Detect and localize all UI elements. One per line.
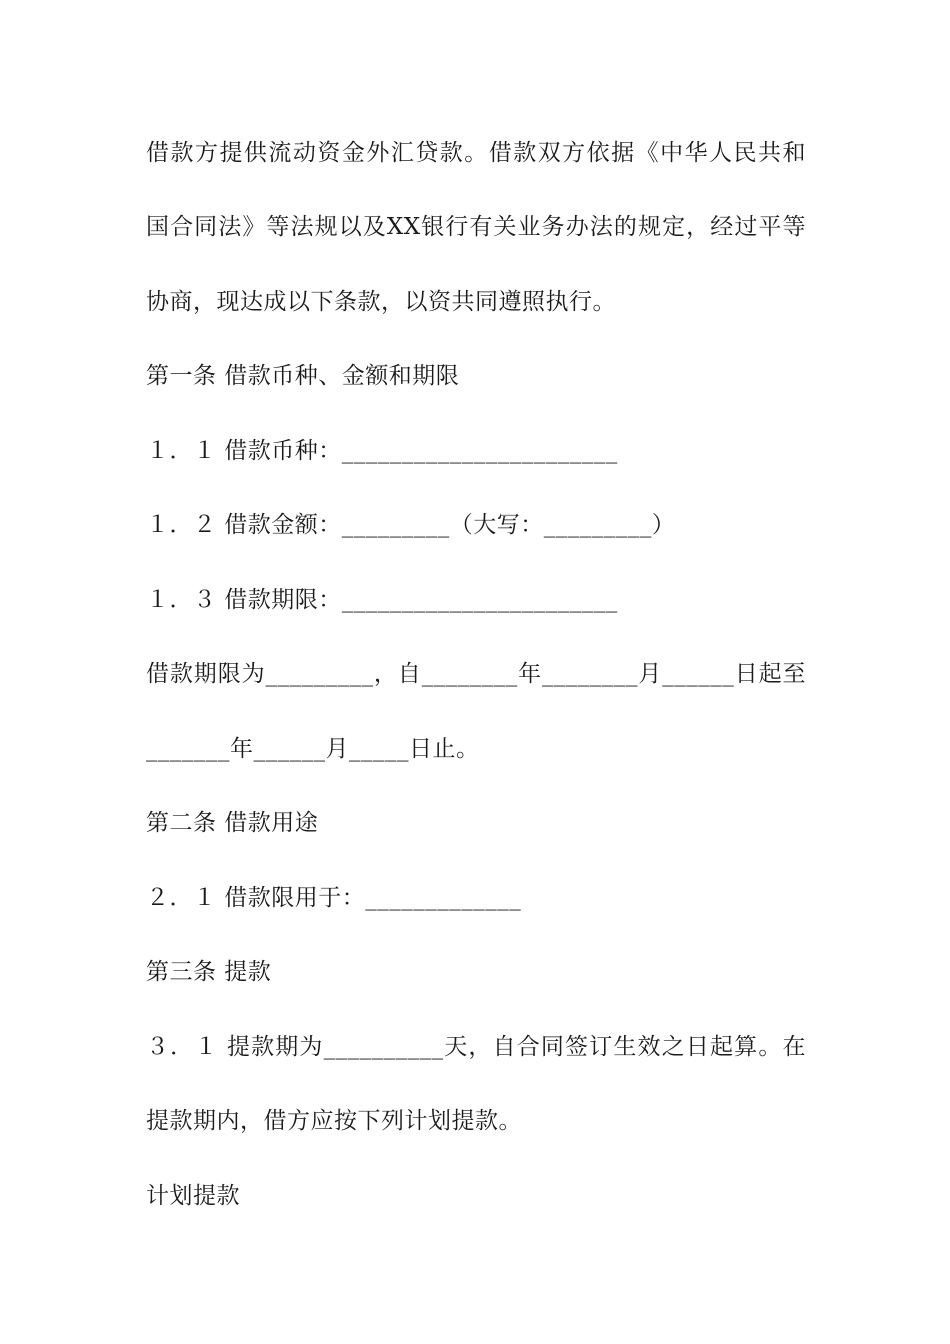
clause-3-1-line-2: 提款期内，借方应按下列计划提款。 xyxy=(146,1108,522,1134)
article-1-heading: 第一条 借款币种、金额和期限 xyxy=(146,363,460,389)
clause-1-3: １．３ 借款期限：_______________________ xyxy=(146,587,618,613)
paragraph-line-1: 借款方提供流动资金外汇贷款。借款双方依据《中华人民共和 xyxy=(146,140,806,166)
clause-3-1-line-1: ３．１ 提款期为__________天，自合同签订生效之日起算。在 xyxy=(146,1034,806,1060)
term-period-line-2: _______年______月_____日止。 xyxy=(146,736,480,762)
clause-2-1: ２．１ 借款限用于：_____________ xyxy=(146,885,522,911)
paragraph-line-3: 协商，现达成以下条款，以资共同遵照执行。 xyxy=(146,289,616,315)
clause-1-1: １．１ 借款币种：_______________________ xyxy=(146,438,618,464)
clause-1-2: １．２ 借款金额：_________（大写：_________） xyxy=(146,512,676,538)
term-period-line-1: 借款期限为_________，自________年________月______日起至 xyxy=(146,661,806,687)
article-2-heading: 第二条 借款用途 xyxy=(146,810,319,836)
planned-withdrawal-heading: 计划提款 xyxy=(146,1183,240,1209)
article-3-heading: 第三条 提款 xyxy=(146,959,272,985)
paragraph-line-2: 国合同法》等法规以及XX银行有关业务办法的规定，经过平等 xyxy=(146,214,806,240)
